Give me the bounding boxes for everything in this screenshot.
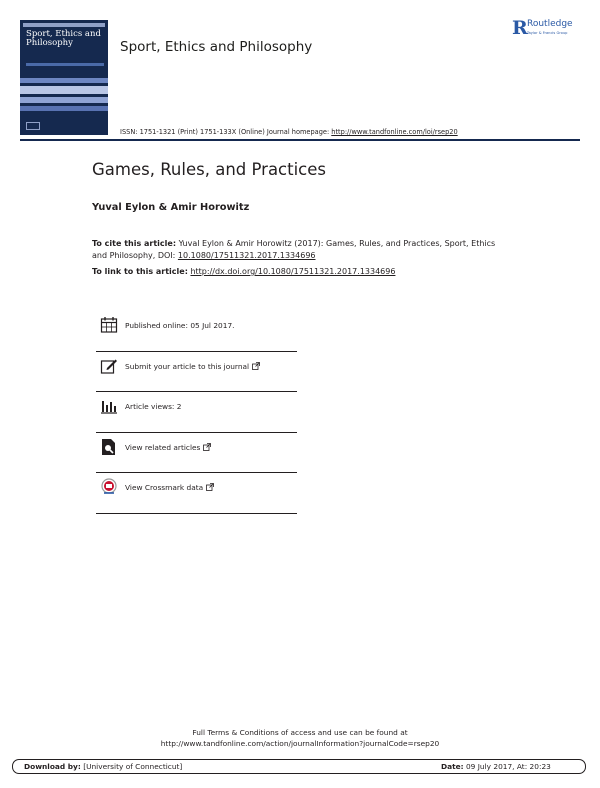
meta-item-related[interactable] <box>96 433 297 474</box>
link-label: To link to this article: <box>92 267 188 276</box>
header-divider <box>20 139 580 141</box>
crossmark-label: View Crossmark data <box>125 483 204 492</box>
meta-text-submit[interactable] <box>125 362 260 371</box>
issn-text: ISSN: 1751-1321 (Print) 1751-133X (Online) Journal homepage: <box>120 128 330 136</box>
routledge-logo[interactable] <box>512 18 584 42</box>
submit-label: Submit your article to this journal <box>125 361 250 371</box>
terms-link[interactable]: http://www.tandfonline.com/action/journalInformation?journalCode=rsep20 <box>160 739 440 748</box>
external-link-icon <box>252 362 260 370</box>
search-document-icon <box>100 438 118 456</box>
meta-item-submit[interactable] <box>96 352 297 393</box>
meta-item-published <box>96 311 297 352</box>
meta-item-crossmark[interactable] <box>96 473 297 514</box>
download-date <box>441 762 551 771</box>
article-link-line <box>92 267 395 276</box>
journal-cover <box>20 20 108 135</box>
cover-publisher-logo <box>26 122 40 130</box>
cover-band <box>20 78 108 83</box>
bar-chart-icon <box>100 397 118 415</box>
cite-text: Yuval Eylon & Amir Horowitz (2017): Games, Rules, and Practices, Sport, Ethics and Philosophy, DOI: <box>92 239 496 260</box>
citation <box>92 238 512 261</box>
doi-link[interactable]: 10.1080/17511321.2017.1334696 <box>177 250 316 260</box>
edit-icon <box>100 357 118 375</box>
routledge-name: Routledge <box>527 19 573 29</box>
terms-footer <box>0 727 600 749</box>
cover-title: Sport, Ethics and Philosophy <box>26 29 101 48</box>
meta-item-views <box>96 392 297 433</box>
journal-name: Sport, Ethics and Philosophy <box>120 39 313 55</box>
meta-text-related[interactable] <box>125 443 211 452</box>
cover-band <box>20 97 108 103</box>
download-info-bar <box>12 759 586 774</box>
meta-text-views: Article views: 2 <box>125 402 182 411</box>
downloaded-by-label: Download by: <box>24 762 81 771</box>
article-authors: Yuval Eylon & Amir Horowitz <box>92 202 250 213</box>
cite-label: To cite this article: <box>92 239 177 248</box>
article-link[interactable]: http://dx.doi.org/10.1080/17511321.2017.1334696 <box>190 267 396 276</box>
downloaded-by-value: [University of Connecticut] <box>83 762 183 771</box>
download-date-value: 09 July 2017, At: 20:23 <box>465 762 551 771</box>
meta-text-crossmark[interactable] <box>125 483 214 492</box>
crossmark-icon <box>100 478 118 496</box>
downloaded-by <box>24 762 182 771</box>
article-title: Games, Rules, and Practices <box>92 160 326 179</box>
download-date-label: Date: <box>441 762 464 771</box>
article-meta-list <box>96 311 297 514</box>
calendar-icon <box>100 316 118 334</box>
journal-homepage-link[interactable]: http://www.tandfonline.com/loi/rsep20 <box>331 128 458 136</box>
cover-top-strip <box>23 23 105 27</box>
terms-line: Full Terms & Conditions of access and use can be found at <box>192 728 408 737</box>
cover-band <box>20 86 108 94</box>
external-link-icon <box>203 443 211 451</box>
related-label: View related articles <box>125 442 201 452</box>
routledge-r-icon: R <box>512 17 528 39</box>
cover-band <box>20 106 108 111</box>
external-link-icon <box>206 483 214 491</box>
issn-line <box>120 128 458 136</box>
meta-text-published: Published online: 05 Jul 2017. <box>125 321 235 330</box>
cover-subtitle-strip <box>26 63 104 66</box>
routledge-tagline: Taylor & Francis Group <box>527 31 568 35</box>
